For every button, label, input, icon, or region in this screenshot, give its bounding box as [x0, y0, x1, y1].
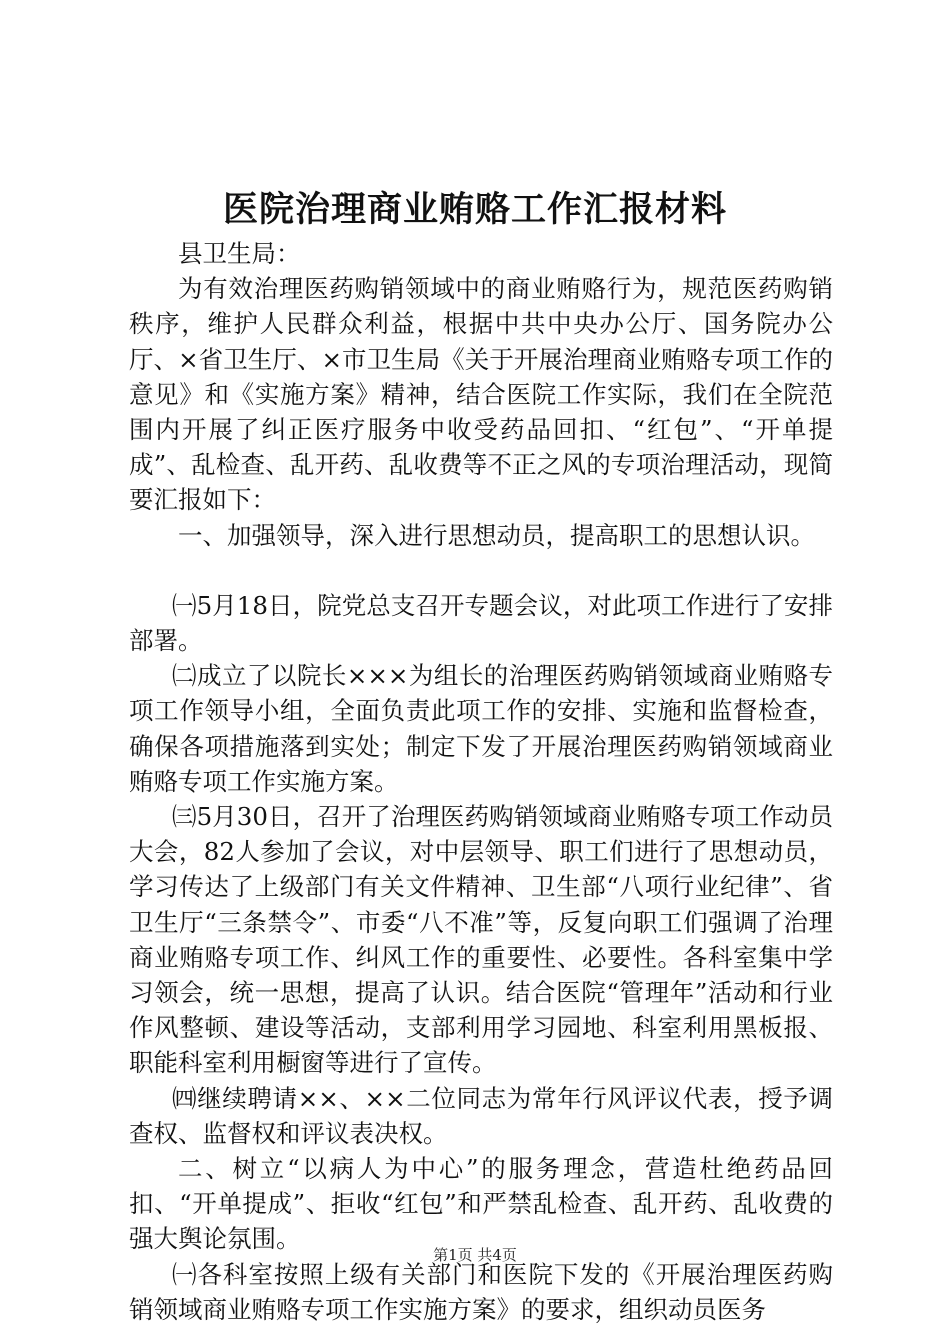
blank-line [129, 553, 833, 588]
section-heading-2: 二、树立“以病人为中心”的服务理念，营造杜绝药品回扣、“开单提成”、拒收“红包”和严禁乱检查、乱开药、乱收费的强大舆论氛围。 [129, 1154, 833, 1254]
salutation: 县卫生局： [178, 239, 301, 268]
intro-paragraph: 为有效治理医药购销领域中的商业贿赂行为，规范医药购销秩序，维护人民群众利益，根据中共中央办公厅、国务院办公厅、×省卫生厅、×市卫生局《关于开展治理商业贿赂专项工作的意见》和《实施方案》精神，结合医院工作实际，我们在全院范围内开展了纠正医疗服务中收受药品回扣、“红包”、“开单提成”、乱检查、乱开药、乱收费等不正之风的专项治理活动，现简要汇报如下： [129, 274, 833, 515]
page-footer: 第1页 共4页 [433, 1246, 517, 1264]
section-heading-1: 一、加强领导，深入进行思想动员，提高职工的思想认识。 [178, 520, 815, 550]
item-2-1: ㈠各科室按照上级有关部门和医院下发的《开展治理医药购销领域商业贿赂专项工作实施方案》的要求，组织动员医务 [129, 1259, 833, 1324]
item-1-3: ㈢5月30日，召开了治理医药购销领域商业贿赂专项工作动员大会，82人参加了会议，对中层领导、职工们进行了思想动员，学习传达了上级部门有关文件精神、卫生部“八项行业纪律”、省卫生厅“三条禁令”、市委“八不准”等，反复向职工们强调了治理商业贿赂专项工作、纠风工作的重要性、必要性。各科室集中学习领会，统一思想，提高了认识。结合医院“管理年”活动和行业作风整顿、建设等活动，支部利用学习园地、科室利用黑板报、职能科室利用橱窗等进行了宣传。 [129, 802, 833, 1078]
item-1-1: ㈠5月18日，院党总支召开专题会议，对此项工作进行了安排部署。 [129, 590, 833, 656]
item-1-4: ㈣继续聘请××、××二位同志为常年行风评议代表，授予调查权、监督权和评议表决权。 [129, 1083, 833, 1148]
document-title: 医院治理商业贿赂工作汇报材料 [222, 189, 727, 230]
item-1-2: ㈡成立了以院长×××为组长的治理医药购销领域商业贿赂专项工作领导小组，全面负责此项工作的安排、实施和监督检查，确保各项措施落到实处；制定下发了开展治理医药购销领域商业贿赂专项工作实施方案。 [129, 661, 833, 796]
document-body [129, 236, 833, 1327]
